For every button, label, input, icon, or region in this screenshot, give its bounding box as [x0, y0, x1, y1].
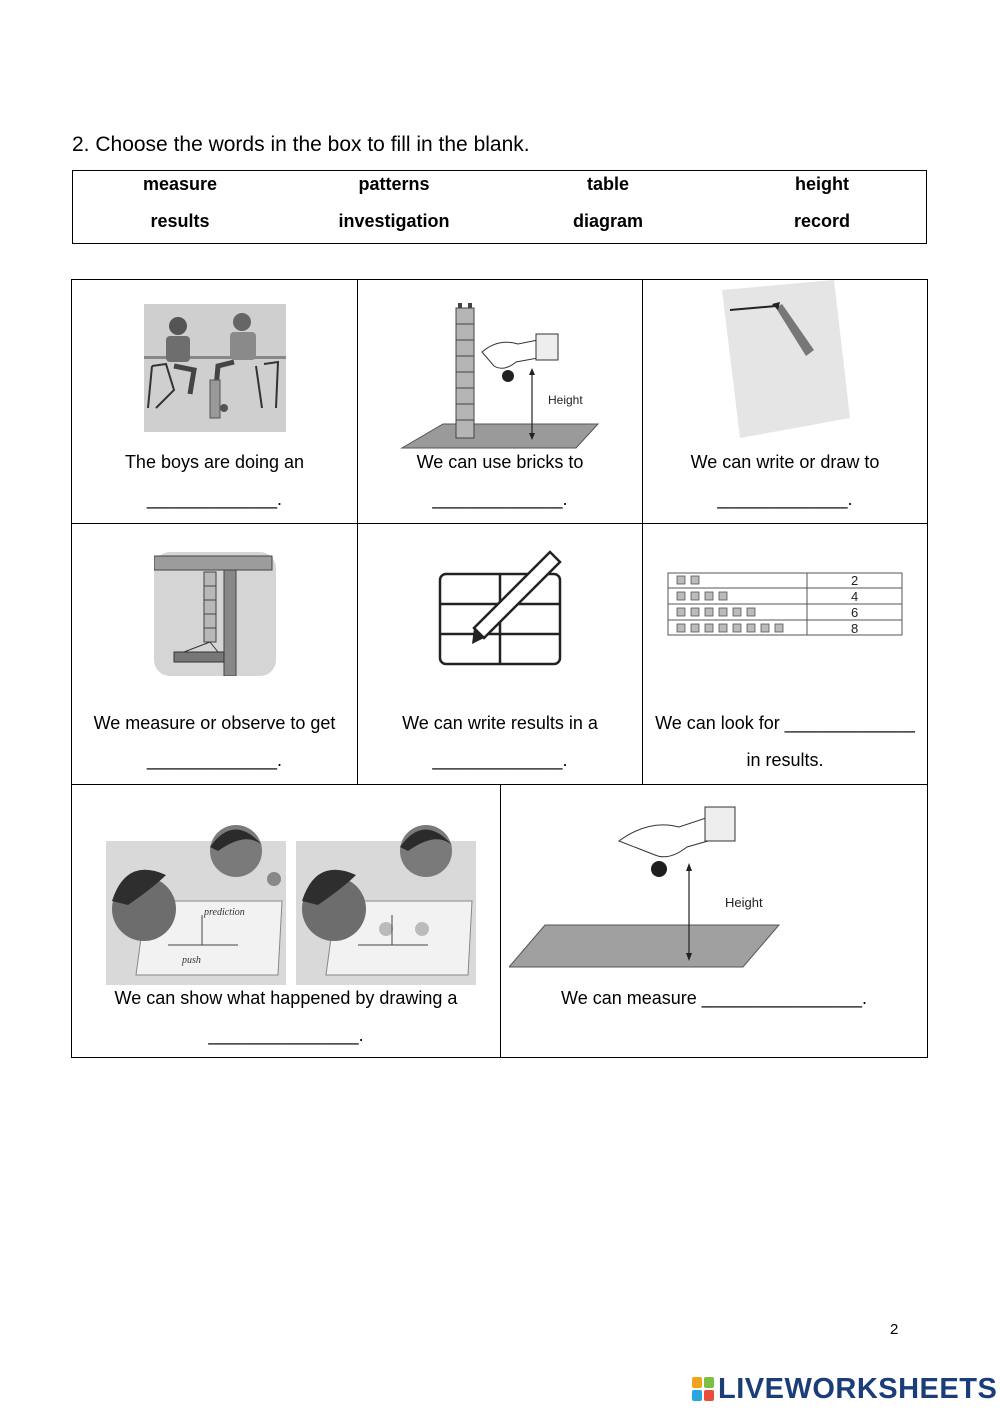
- word-option[interactable]: diagram: [572, 211, 644, 231]
- answer-blank[interactable]: _____________.: [717, 489, 853, 509]
- logo-icon: [692, 1377, 714, 1401]
- page-number: 2: [890, 1321, 899, 1338]
- sentence-text: We can write results in a: [402, 713, 598, 733]
- liveworksheets-logo: [692, 1372, 997, 1406]
- paper-pencil-illustration: [718, 280, 858, 440]
- cell-results: [72, 524, 358, 785]
- sentence-text: We can write or draw to: [690, 452, 880, 472]
- push-label: push: [182, 955, 201, 966]
- prediction-label: prediction: [204, 907, 245, 918]
- word-option[interactable]: height: [795, 174, 849, 194]
- children-diagram-illustration: [106, 817, 476, 985]
- cell-patterns: [643, 524, 927, 785]
- table-value: 4: [851, 589, 859, 604]
- drop-height-illustration: [509, 799, 789, 971]
- question-title: 2. Choose the words in the box to fill in the blank.: [72, 133, 530, 156]
- answer-blank[interactable]: _______________.: [208, 1025, 364, 1045]
- cell-measure: [358, 280, 643, 524]
- table-value: 2: [851, 573, 859, 588]
- sentence-text: We can look for _____________: [655, 713, 915, 733]
- cell-measure-height: [501, 785, 927, 1057]
- sentence-text: The boys are doing an: [124, 452, 305, 472]
- table-value: 6: [851, 605, 859, 620]
- boys-investigating-illustration: [144, 304, 286, 432]
- word-option[interactable]: investigation: [338, 211, 450, 231]
- word-option[interactable]: results: [150, 211, 210, 231]
- cell-investigation: [72, 280, 358, 524]
- cell-diagram: [72, 785, 501, 1057]
- answer-blank[interactable]: _____________.: [432, 489, 568, 509]
- table-pencil-icon: [436, 548, 566, 668]
- logo-text: LIVEWORKSHEETS: [718, 1372, 998, 1405]
- height-label: Height: [725, 895, 763, 910]
- word-option[interactable]: table: [586, 174, 629, 194]
- sentence-text: in results.: [746, 750, 824, 770]
- sentence-text: We can measure ________________.: [561, 988, 867, 1008]
- sentence-text: We measure or observe to get: [93, 713, 336, 733]
- cell-table: [358, 524, 643, 785]
- word-option[interactable]: measure: [142, 174, 218, 194]
- height-label: Height: [548, 393, 583, 407]
- answer-blank[interactable]: _____________.: [146, 750, 283, 770]
- answer-blank[interactable]: _____________.: [146, 489, 283, 509]
- pattern-table: [667, 572, 905, 638]
- sentence-text: We can use bricks to: [416, 452, 584, 472]
- exercise-grid: [71, 279, 928, 1058]
- table-value: 8: [851, 621, 859, 636]
- answer-blank[interactable]: _____________.: [432, 750, 568, 770]
- word-option[interactable]: record: [793, 211, 851, 231]
- word-box: [72, 170, 927, 244]
- word-option[interactable]: patterns: [358, 174, 430, 194]
- brick-tower-illustration: [398, 300, 608, 450]
- cell-record: [643, 280, 927, 524]
- sentence-text: We can show what happened by drawing a: [114, 988, 458, 1008]
- hanging-weight-illustration: [154, 552, 276, 676]
